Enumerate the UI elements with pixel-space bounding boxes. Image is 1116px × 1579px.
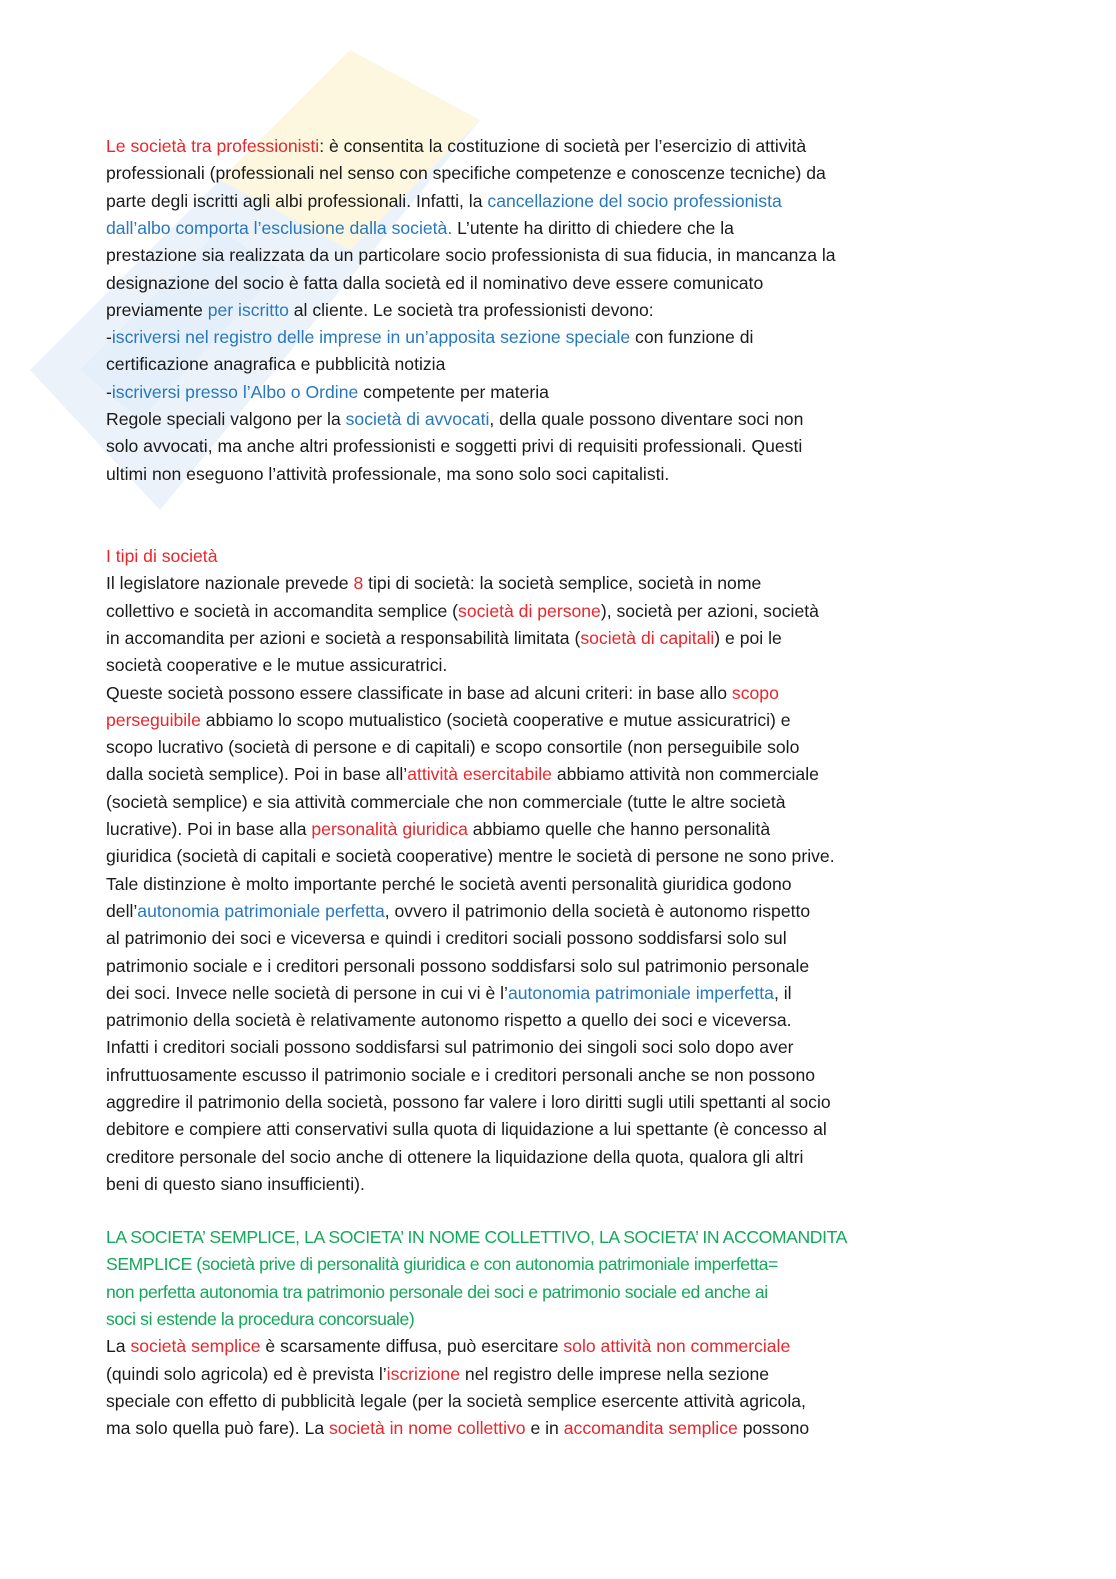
text-run: competente per materia — [358, 381, 549, 402]
text-run: Regole speciali valgono per la — [106, 409, 346, 429]
text-line — [106, 1036, 793, 1058]
text-run: Queste società possono essere classificate in base ad alcuni criteri: in base allo — [106, 682, 732, 703]
text-line — [106, 955, 809, 977]
red-highlight-text: attività esercitabile — [407, 764, 552, 785]
green-highlight-text: soci si estende la procedura concorsuale) — [106, 1308, 415, 1329]
text-run: società cooperative e le mutue assicuratrici. — [106, 655, 448, 676]
text-line — [106, 982, 792, 1004]
text-run: certificazione anagrafica e pubblicità notizia — [106, 354, 446, 375]
text-line — [106, 900, 810, 922]
blue-highlight-text: iscriversi presso l’Albo o Ordine — [111, 381, 359, 402]
text-line — [106, 1390, 806, 1412]
text-line — [106, 1009, 792, 1031]
text-run: ma solo quella può fare). La — [106, 1418, 329, 1439]
text-line — [106, 1281, 768, 1303]
text-line — [106, 763, 819, 785]
text-run: solo avvocati, ma anche altri professionisti e soggetti privi di requisiti professionali. Questi — [106, 436, 803, 457]
text-line — [106, 627, 782, 649]
red-highlight-text: I tipi di società — [106, 546, 218, 566]
green-highlight-text: SEMPLICE (società prive di personalità giuridica e con autonomia patrimoniale imperfetta= — [106, 1254, 778, 1275]
text-run: Tale distinzione è molto importante perché le società aventi personalità giuridica godono — [106, 873, 792, 894]
text-run: , il — [773, 982, 792, 1003]
blue-highlight-text: società di avvocati — [345, 409, 490, 429]
text-line — [106, 353, 445, 375]
text-run: patrimonio della società è relativamente autonomo rispetto a quello dei soci e viceversa. — [106, 1010, 792, 1031]
text-run: con funzione di — [630, 327, 754, 348]
text-run: prestazione sia realizzata da un particolare socio professionista di sua fiducia, in mancanza la — [106, 245, 836, 266]
text-line — [106, 408, 803, 430]
blue-highlight-text: autonomia patrimoniale imperfetta — [507, 982, 774, 1003]
text-run: Infatti i creditori sociali possono soddisfarsi sul patrimonio dei singoli soci solo dopo aver — [106, 1037, 794, 1058]
text-run: al cliente. Le società tra professionisti devono: — [288, 299, 654, 320]
text-line — [106, 791, 786, 813]
text-run: dell’ — [106, 900, 138, 921]
red-highlight-text: società semplice — [130, 1336, 261, 1357]
text-run: possono — [737, 1418, 810, 1439]
text-run: dalla società semplice). Poi in base all’ — [106, 764, 408, 785]
text-run: dei soci. Invece nelle società di persone in cui vi è l’ — [106, 982, 508, 1003]
blue-highlight-text: dall’albo comporta l’esclusione dalla società. — [106, 217, 453, 238]
text-run: abbiamo attività non commerciale — [551, 764, 819, 785]
red-highlight-text: società in nome collettivo — [329, 1418, 526, 1439]
blue-highlight-text: per iscritto — [207, 299, 289, 320]
text-line — [106, 1064, 815, 1086]
text-line — [106, 463, 669, 485]
text-line — [106, 682, 779, 704]
text-run: (società semplice) e sia attività commerciale che non commerciale (tutte le altre società — [106, 791, 786, 812]
text-run: tipi di società: la società semplice, società in nome — [363, 573, 762, 594]
text-line — [106, 572, 761, 594]
text-run: patrimonio sociale e i creditori personali possono soddisfarsi solo sul patrimonio personale — [106, 955, 810, 976]
text-line — [106, 217, 734, 239]
text-run: debitore e compiere atti conservativi sulla quota di liquidazione a lui spettante (è concesso al — [106, 1119, 827, 1140]
text-run: parte degli iscritti agli albi professionali. Infatti, la — [106, 190, 488, 211]
text-line — [106, 244, 836, 266]
red-highlight-text: società di capitali — [580, 627, 715, 648]
text-run: è scarsamente diffusa, può esercitare — [260, 1336, 564, 1357]
text-line — [106, 1173, 365, 1195]
red-highlight-text: accomandita semplice — [563, 1418, 738, 1439]
text-line — [106, 135, 806, 157]
text-run: L’utente ha diritto di chiedere che la — [452, 217, 734, 238]
text-line — [106, 654, 447, 676]
text-run: La — [106, 1336, 131, 1357]
text-line — [106, 1226, 847, 1248]
red-highlight-text: scopo — [731, 682, 779, 703]
text-run: previamente — [106, 299, 208, 320]
red-highlight-text: Le società tra professionisti — [106, 136, 320, 156]
text-run: ultimi non eseguono l’attività professionale, ma sono solo soci capitalisti. — [106, 463, 670, 484]
text-line — [106, 435, 802, 457]
text-line — [106, 1363, 769, 1385]
text-line — [106, 1091, 831, 1113]
text-run: lucrative). Poi in base alla — [106, 819, 312, 839]
red-highlight-text: solo attività non commerciale — [563, 1336, 791, 1357]
text-run: al patrimonio dei soci e viceversa e quindi i creditori sociali possono soddisfarsi solo sul — [106, 928, 787, 949]
text-line — [106, 1417, 809, 1439]
text-line — [106, 162, 826, 184]
text-line — [106, 1118, 827, 1140]
red-highlight-text: perseguibile — [106, 709, 201, 730]
text-run: nel registro delle imprese nella sezione — [460, 1363, 770, 1384]
text-run: beni di questo siano insufficienti). — [106, 1173, 365, 1194]
text-line — [106, 845, 835, 867]
text-line — [106, 299, 654, 321]
text-run: infruttuosamente escusso il patrimonio sociale e i creditori personali anche se non possono — [106, 1064, 816, 1085]
red-highlight-text: società di persone — [458, 600, 601, 621]
text-run: in accomandita per azioni e società a responsabilità limitata ( — [106, 627, 581, 648]
text-line — [106, 190, 782, 212]
red-highlight-text: iscrizione — [386, 1363, 461, 1384]
text-run: , della quale possono diventare soci non — [489, 409, 804, 429]
green-highlight-text: non perfetta autonomia tra patrimonio personale dei soci e patrimonio sociale ed anche ai — [106, 1281, 768, 1302]
red-highlight-text: personalità giuridica — [311, 819, 468, 839]
blue-highlight-text: autonomia patrimoniale perfetta — [137, 900, 385, 921]
blue-highlight-text: cancellazione del socio professionista — [487, 190, 782, 211]
text-run: ), società per azioni, società — [600, 600, 819, 621]
text-run: - — [106, 381, 112, 402]
green-highlight-text: LA SOCIETA’ SEMPLICE, LA SOCIETA’ IN NOME COLLETTIVO, LA SOCIETA’ IN ACCOMANDITA — [106, 1227, 847, 1247]
text-line — [106, 545, 217, 567]
text-run: : è consentita la costituzione di società per l’esercizio di attività — [319, 136, 807, 156]
text-line — [106, 600, 819, 622]
text-line — [106, 272, 763, 294]
text-run: , ovvero il patrimonio della società è autonomo rispetto — [384, 900, 811, 921]
text-line — [106, 927, 787, 949]
text-run: designazione del socio è fatta dalla società ed il nominativo deve essere comunicato — [106, 272, 764, 293]
text-run: scopo lucrativo (società di persone e di capitali) e scopo consortile (non perseguibile solo — [106, 737, 800, 758]
text-run: e in — [525, 1418, 564, 1439]
text-line — [106, 1253, 778, 1275]
text-run: giuridica (società di capitali e società cooperative) mentre le società di persone ne sono prive. — [106, 846, 835, 867]
text-run: abbiamo lo scopo mutualistico (società cooperative e mutue assicuratrici) e — [200, 709, 791, 730]
text-line — [106, 1146, 803, 1168]
text-run: speciale con effetto di pubblicità legale (per la società semplice esercente attività agricola, — [106, 1390, 806, 1411]
text-run: collettivo e società in accomandita semplice ( — [106, 600, 459, 621]
text-line — [106, 1335, 790, 1357]
text-line — [106, 736, 799, 758]
text-run: aggredire il patrimonio della società, possono far valere i loro diritti sugli utili spettanti al socio — [106, 1092, 831, 1112]
text-run: abbiamo quelle che hanno personalità — [467, 819, 771, 839]
text-line — [106, 873, 792, 895]
text-line — [106, 326, 753, 348]
text-run: (quindi solo agricola) ed è prevista l’ — [106, 1363, 387, 1384]
text-run: - — [106, 327, 112, 348]
text-line — [106, 709, 791, 731]
text-line — [106, 381, 549, 403]
blue-highlight-text: iscriversi nel registro delle imprese in un’apposita sezione speciale — [111, 327, 631, 348]
red-highlight-text: 8 — [353, 573, 364, 594]
text-line — [106, 1308, 414, 1330]
text-run: creditore personale del socio anche di ottenere la liquidazione della quota, qualora gli altri — [106, 1146, 804, 1167]
text-run: Il legislatore nazionale prevede — [106, 573, 354, 594]
text-run: ) e poi le — [714, 627, 782, 648]
text-run: professionali (professionali nel senso con specifiche competenze e conoscenze tecniche) da — [106, 163, 826, 184]
text-line — [106, 818, 770, 840]
